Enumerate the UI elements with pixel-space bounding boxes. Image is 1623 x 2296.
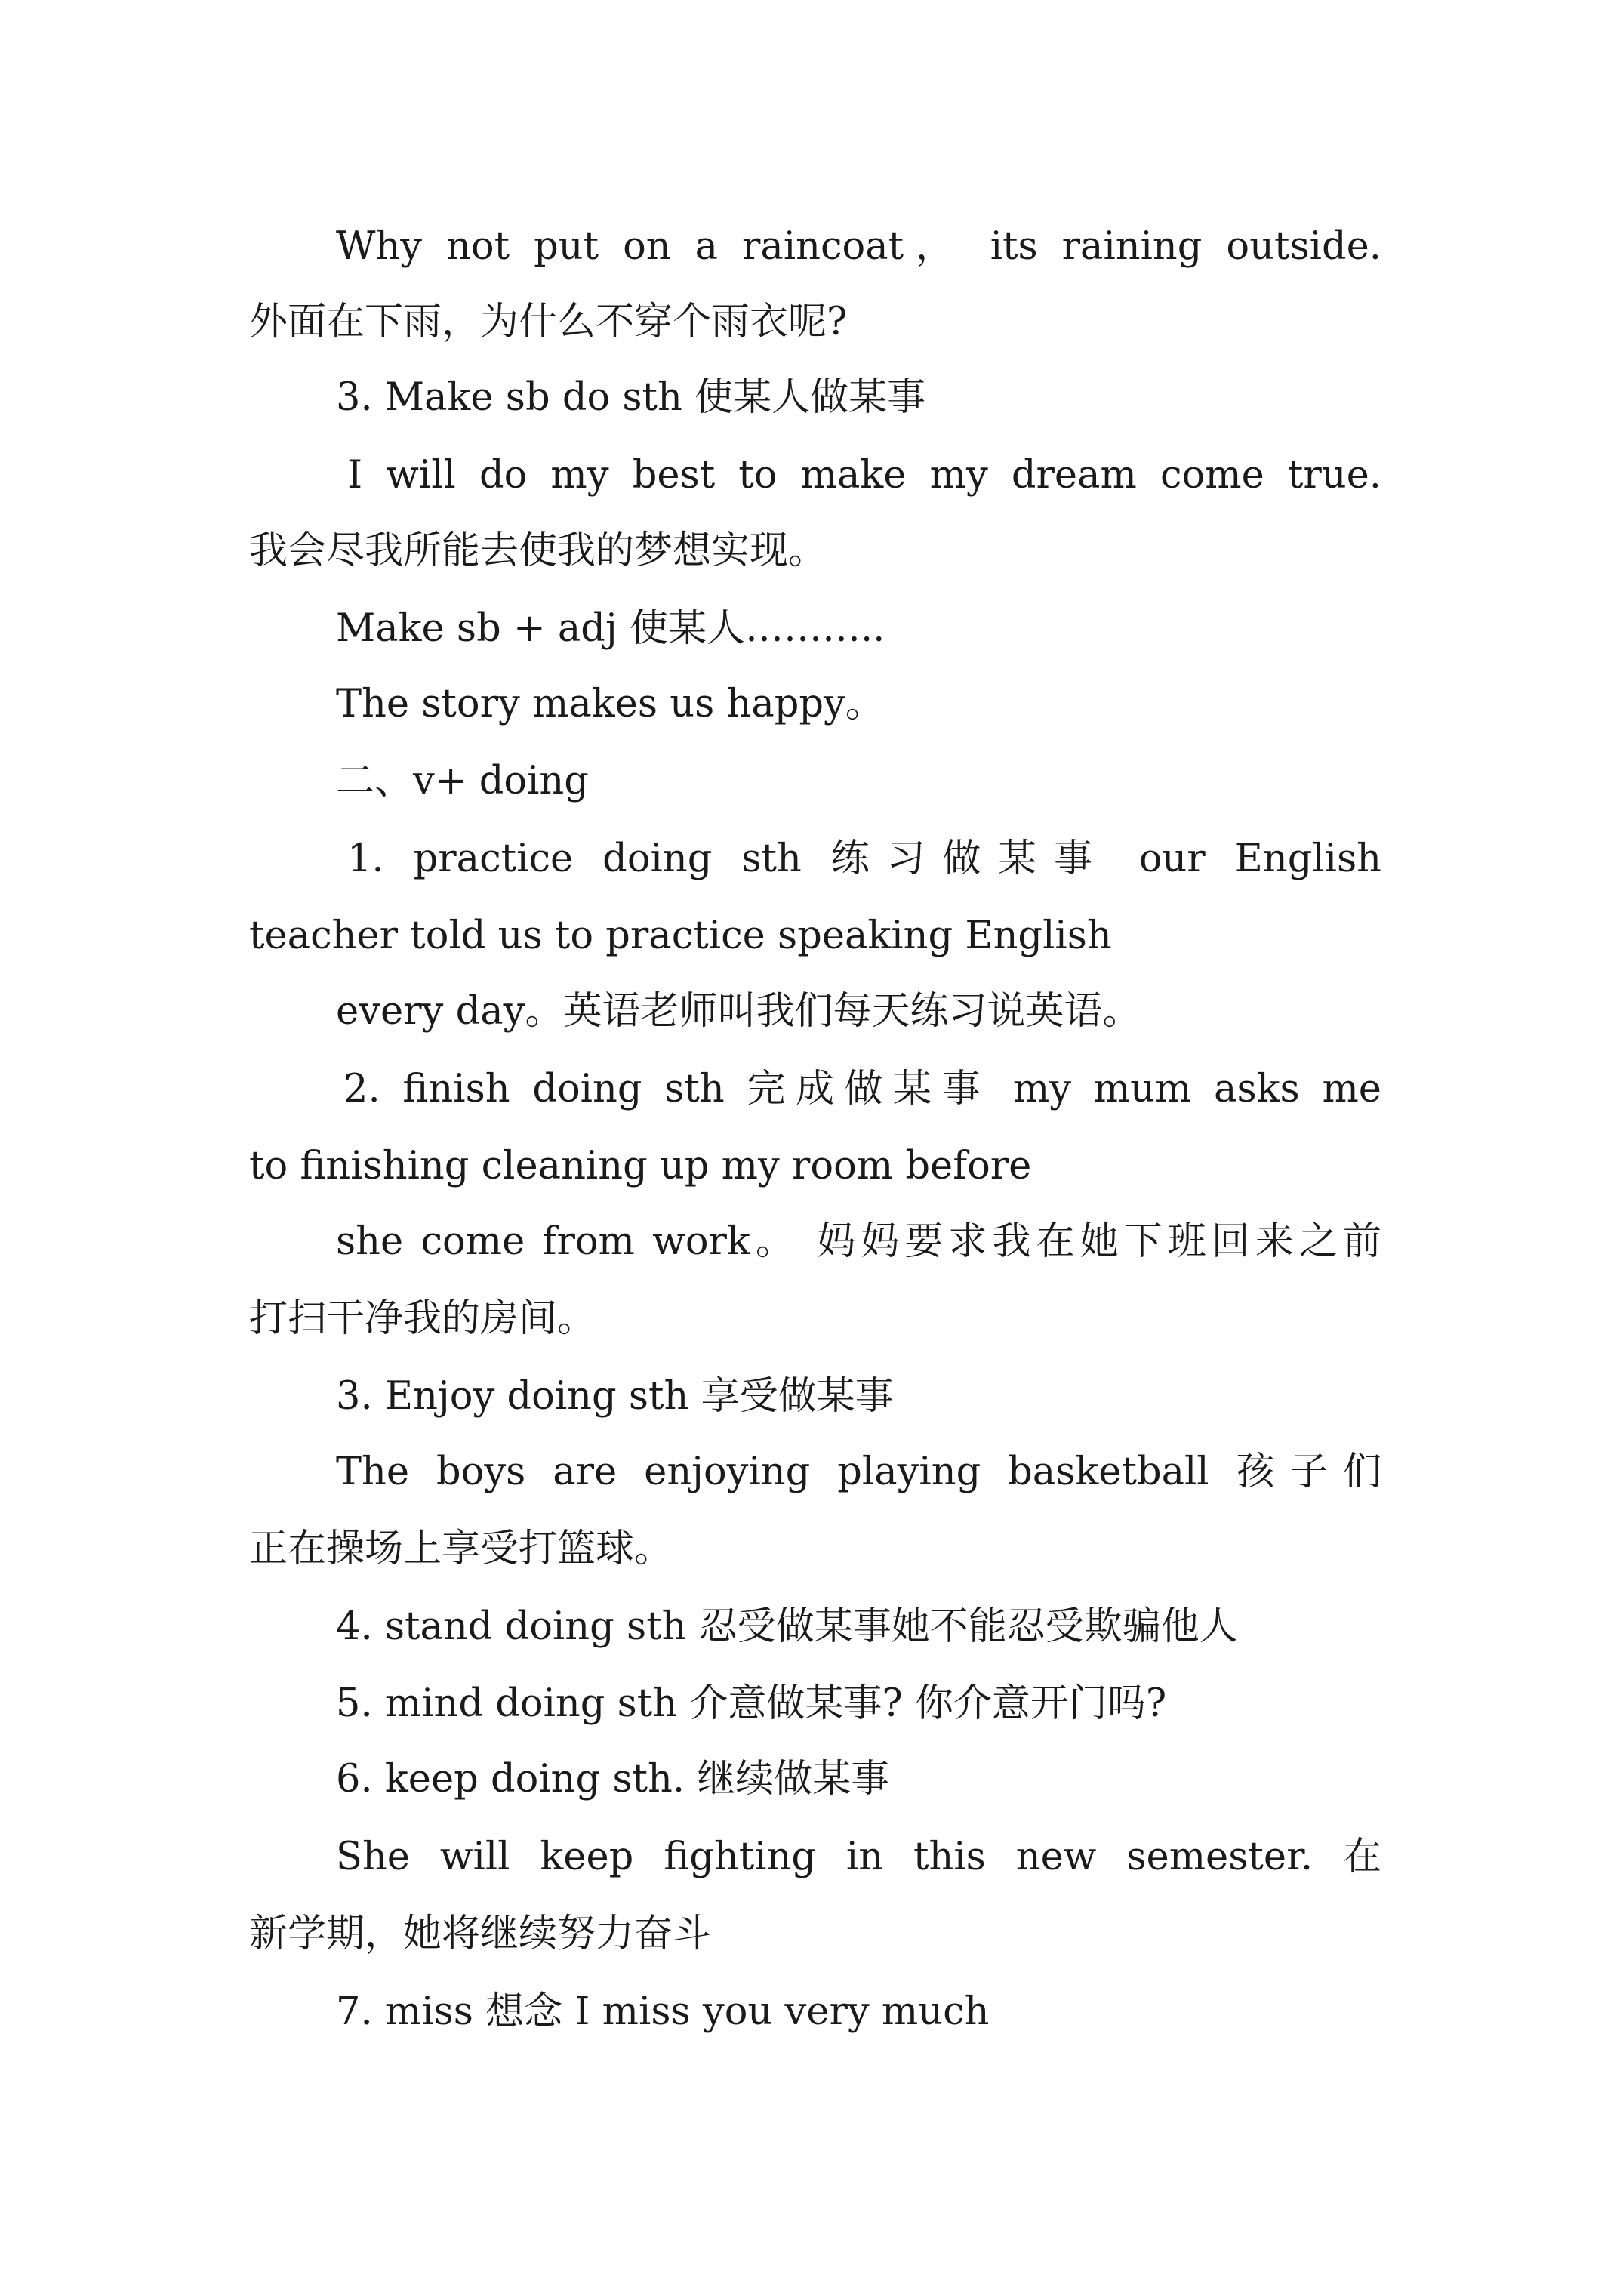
text-line: she come from work。 妈妈要求我在她下班回来之前	[336, 1219, 1381, 1264]
text-line: 1. practice doing sth 练习做某事 our English	[347, 837, 1381, 881]
text-line: 3. Make sb do sth 使某人做某事	[336, 375, 926, 420]
text-line: teacher told us to practice speaking English	[249, 914, 1112, 958]
text-line: 新学期，她将继续努力奋斗	[249, 1912, 712, 1956]
text-line: The story makes us happy。	[336, 682, 884, 726]
text-line: 正在操场上享受打篮球。	[249, 1527, 673, 1571]
text-line: 我会尽我所能去使我的梦想实现。	[249, 529, 827, 573]
text-line: every day。英语老师叫我们每天练习说英语。	[336, 989, 1141, 1034]
text-line: to finishing cleaning up my room before	[249, 1144, 1032, 1188]
text-line: She will keep fighting in this new semester. 在	[336, 1835, 1381, 1879]
text-line: 2. finish doing sth 完成做某事 my mum asks me	[343, 1067, 1381, 1111]
text-line: 外面在下雨，为什么不穿个雨衣呢?	[249, 300, 848, 344]
text-line: 6. keep doing sth. 继续做某事	[336, 1757, 890, 1801]
text-line: The boys are enjoying playing basketball 孩子们	[336, 1450, 1381, 1494]
text-line: 3. Enjoy doing sth 享受做某事	[336, 1374, 894, 1419]
text-line: I will do my best to make my dream come true.	[347, 453, 1381, 498]
text-line: Why not put on a raincoat， its raining outside.	[336, 224, 1381, 269]
text-line: 7. miss 想念 I miss you very much	[336, 1989, 990, 2034]
text-line: 4. stand doing sth 忍受做某事她不能忍受欺骗他人	[336, 1604, 1238, 1649]
section-heading: 二、v+ doing	[336, 759, 589, 803]
text-line: 打扫干净我的房间。	[249, 1296, 596, 1341]
text-line: Make sb + adj 使某人………..	[336, 606, 885, 651]
text-line: 5. mind doing sth 介意做某事? 你介意开门吗?	[336, 1681, 1167, 1726]
